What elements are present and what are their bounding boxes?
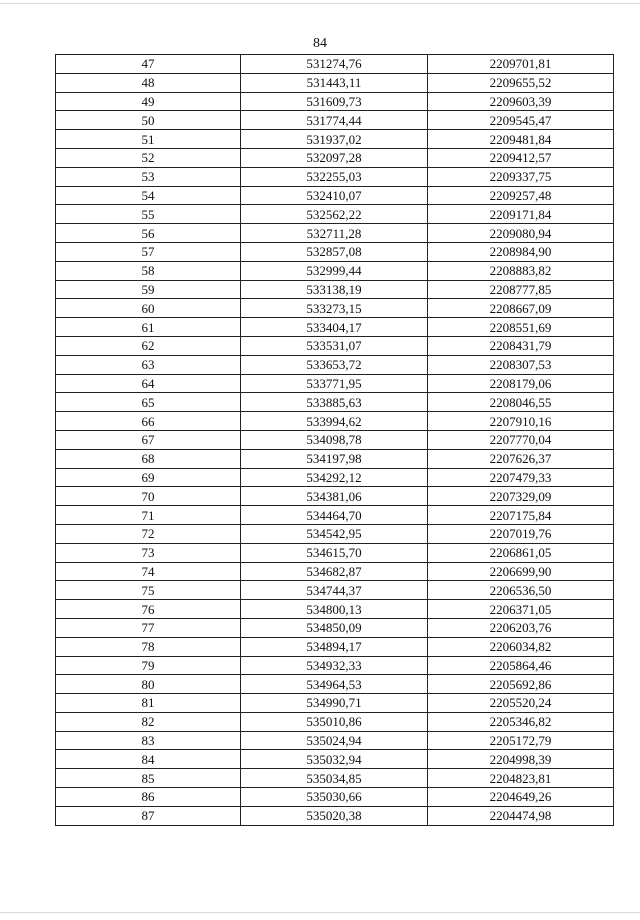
- table-row: [56, 148, 614, 167]
- y-coordinate-cell: 2206536,50: [428, 581, 614, 600]
- y-coordinate-cell: 2208551,69: [428, 318, 614, 337]
- table-row: [56, 167, 614, 186]
- x-coordinate-cell: 534381,06: [241, 487, 428, 506]
- y-coordinate-cell: 2204998,39: [428, 750, 614, 769]
- x-coordinate-cell: 533531,07: [241, 336, 428, 355]
- y-coordinate-cell: 2205864,46: [428, 656, 614, 675]
- x-coordinate-cell: 535024,94: [241, 731, 428, 750]
- table-row: [56, 468, 614, 487]
- point-number-cell: 79: [56, 656, 241, 675]
- point-number-cell: 82: [56, 712, 241, 731]
- y-coordinate-cell: 2209080,94: [428, 224, 614, 243]
- table-row: [56, 73, 614, 92]
- point-number-cell: 77: [56, 618, 241, 637]
- y-coordinate-cell: 2207175,84: [428, 506, 614, 525]
- table-row: [56, 731, 614, 750]
- x-coordinate-cell: 535034,85: [241, 769, 428, 788]
- y-coordinate-cell: 2207910,16: [428, 412, 614, 431]
- x-coordinate-cell: 532255,03: [241, 167, 428, 186]
- y-coordinate-cell: 2209603,39: [428, 92, 614, 111]
- point-number-cell: 81: [56, 694, 241, 713]
- point-number-cell: 74: [56, 562, 241, 581]
- x-coordinate-cell: 533885,63: [241, 393, 428, 412]
- table-row: [56, 355, 614, 374]
- x-coordinate-cell: 532999,44: [241, 261, 428, 280]
- x-coordinate-cell: 532410,07: [241, 186, 428, 205]
- y-coordinate-cell: 2206203,76: [428, 618, 614, 637]
- point-number-cell: 67: [56, 430, 241, 449]
- point-number-cell: 66: [56, 412, 241, 431]
- x-coordinate-cell: 535010,86: [241, 712, 428, 731]
- table-row: [56, 675, 614, 694]
- y-coordinate-cell: 2209412,57: [428, 148, 614, 167]
- table-row: [56, 694, 614, 713]
- point-number-cell: 86: [56, 788, 241, 807]
- point-number-cell: 71: [56, 506, 241, 525]
- y-coordinate-cell: 2209545,47: [428, 111, 614, 130]
- x-coordinate-cell: 534615,70: [241, 543, 428, 562]
- y-coordinate-cell: 2206861,05: [428, 543, 614, 562]
- point-number-cell: 62: [56, 336, 241, 355]
- x-coordinate-cell: 532562,22: [241, 205, 428, 224]
- x-coordinate-cell: 533138,19: [241, 280, 428, 299]
- x-coordinate-cell: 534800,13: [241, 600, 428, 619]
- point-number-cell: 60: [56, 299, 241, 318]
- x-coordinate-cell: 533653,72: [241, 355, 428, 374]
- point-number-cell: 48: [56, 73, 241, 92]
- point-number-cell: 72: [56, 524, 241, 543]
- x-coordinate-cell: 534197,98: [241, 449, 428, 468]
- table-row: [56, 92, 614, 111]
- y-coordinate-cell: 2208307,53: [428, 355, 614, 374]
- x-coordinate-cell: 534744,37: [241, 581, 428, 600]
- x-coordinate-cell: 533404,17: [241, 318, 428, 337]
- point-number-cell: 57: [56, 242, 241, 261]
- point-number-cell: 73: [56, 543, 241, 562]
- x-coordinate-cell: 533273,15: [241, 299, 428, 318]
- table-row: [56, 186, 614, 205]
- table-row: [56, 430, 614, 449]
- table-row: [56, 393, 614, 412]
- y-coordinate-cell: 2205172,79: [428, 731, 614, 750]
- x-coordinate-cell: 532097,28: [241, 148, 428, 167]
- table-row: [56, 111, 614, 130]
- y-coordinate-cell: 2208984,90: [428, 242, 614, 261]
- x-coordinate-cell: 531443,11: [241, 73, 428, 92]
- y-coordinate-cell: 2205692,86: [428, 675, 614, 694]
- x-coordinate-cell: 533771,95: [241, 374, 428, 393]
- x-coordinate-cell: 532711,28: [241, 224, 428, 243]
- coordinates-table-body: [56, 55, 614, 826]
- point-number-cell: 59: [56, 280, 241, 299]
- point-number-cell: 75: [56, 581, 241, 600]
- y-coordinate-cell: 2209481,84: [428, 130, 614, 149]
- point-number-cell: 58: [56, 261, 241, 280]
- point-number-cell: 50: [56, 111, 241, 130]
- y-coordinate-cell: 2209257,48: [428, 186, 614, 205]
- table-row: [56, 299, 614, 318]
- y-coordinate-cell: 2206699,90: [428, 562, 614, 581]
- x-coordinate-cell: 531609,73: [241, 92, 428, 111]
- x-coordinate-cell: 535030,66: [241, 788, 428, 807]
- y-coordinate-cell: 2206371,05: [428, 600, 614, 619]
- x-coordinate-cell: 534542,95: [241, 524, 428, 543]
- point-number-cell: 56: [56, 224, 241, 243]
- table-row: [56, 600, 614, 619]
- table-row: [56, 336, 614, 355]
- point-number-cell: 85: [56, 769, 241, 788]
- bottom-scan-edge: [0, 912, 640, 913]
- x-coordinate-cell: 532857,08: [241, 242, 428, 261]
- x-coordinate-cell: 534098,78: [241, 430, 428, 449]
- coordinates-table: [55, 54, 614, 826]
- point-number-cell: 78: [56, 637, 241, 656]
- y-coordinate-cell: 2205520,24: [428, 694, 614, 713]
- y-coordinate-cell: 2209171,84: [428, 205, 614, 224]
- y-coordinate-cell: 2209701,81: [428, 55, 614, 74]
- table-row: [56, 506, 614, 525]
- x-coordinate-cell: 534894,17: [241, 637, 428, 656]
- point-number-cell: 54: [56, 186, 241, 205]
- point-number-cell: 70: [56, 487, 241, 506]
- x-coordinate-cell: 534990,71: [241, 694, 428, 713]
- table-row: [56, 412, 614, 431]
- table-row: [56, 261, 614, 280]
- table-row: [56, 524, 614, 543]
- table-row: [56, 224, 614, 243]
- point-number-cell: 83: [56, 731, 241, 750]
- y-coordinate-cell: 2204649,26: [428, 788, 614, 807]
- x-coordinate-cell: 534464,70: [241, 506, 428, 525]
- y-coordinate-cell: 2207479,33: [428, 468, 614, 487]
- point-number-cell: 87: [56, 806, 241, 825]
- y-coordinate-cell: 2207329,09: [428, 487, 614, 506]
- table-row: [56, 656, 614, 675]
- y-coordinate-cell: 2209337,75: [428, 167, 614, 186]
- table-row: [56, 712, 614, 731]
- table-row: [56, 618, 614, 637]
- table-row: [56, 543, 614, 562]
- x-coordinate-cell: 534682,87: [241, 562, 428, 581]
- point-number-cell: 53: [56, 167, 241, 186]
- table-row: [56, 562, 614, 581]
- table-row: [56, 769, 614, 788]
- point-number-cell: 65: [56, 393, 241, 412]
- top-scan-edge: [0, 3, 640, 4]
- x-coordinate-cell: 531774,44: [241, 111, 428, 130]
- table-row: [56, 449, 614, 468]
- point-number-cell: 52: [56, 148, 241, 167]
- y-coordinate-cell: 2208667,09: [428, 299, 614, 318]
- point-number-cell: 47: [56, 55, 241, 74]
- y-coordinate-cell: 2206034,82: [428, 637, 614, 656]
- table-row: [56, 788, 614, 807]
- table-row: [56, 374, 614, 393]
- table-row: [56, 487, 614, 506]
- x-coordinate-cell: 534292,12: [241, 468, 428, 487]
- point-number-cell: 55: [56, 205, 241, 224]
- x-coordinate-cell: 533994,62: [241, 412, 428, 431]
- point-number-cell: 84: [56, 750, 241, 769]
- table-row: [56, 806, 614, 825]
- point-number-cell: 80: [56, 675, 241, 694]
- point-number-cell: 63: [56, 355, 241, 374]
- point-number-cell: 51: [56, 130, 241, 149]
- y-coordinate-cell: 2208046,55: [428, 393, 614, 412]
- table-row: [56, 637, 614, 656]
- table-row: [56, 318, 614, 337]
- x-coordinate-cell: 534932,33: [241, 656, 428, 675]
- y-coordinate-cell: 2208883,82: [428, 261, 614, 280]
- y-coordinate-cell: 2208431,79: [428, 336, 614, 355]
- y-coordinate-cell: 2204823,81: [428, 769, 614, 788]
- x-coordinate-cell: 534964,53: [241, 675, 428, 694]
- x-coordinate-cell: 531937,02: [241, 130, 428, 149]
- point-number-cell: 49: [56, 92, 241, 111]
- table-row: [56, 130, 614, 149]
- point-number-cell: 64: [56, 374, 241, 393]
- y-coordinate-cell: 2207770,04: [428, 430, 614, 449]
- x-coordinate-cell: 531274,76: [241, 55, 428, 74]
- point-number-cell: 76: [56, 600, 241, 619]
- y-coordinate-cell: 2207019,76: [428, 524, 614, 543]
- table-row: [56, 242, 614, 261]
- point-number-cell: 69: [56, 468, 241, 487]
- y-coordinate-cell: 2209655,52: [428, 73, 614, 92]
- table-row: [56, 750, 614, 769]
- table-row: [56, 55, 614, 74]
- y-coordinate-cell: 2207626,37: [428, 449, 614, 468]
- y-coordinate-cell: 2205346,82: [428, 712, 614, 731]
- point-number-cell: 68: [56, 449, 241, 468]
- y-coordinate-cell: 2208777,85: [428, 280, 614, 299]
- table-row: [56, 205, 614, 224]
- page-number: 84: [313, 36, 327, 51]
- table-row: [56, 280, 614, 299]
- x-coordinate-cell: 535032,94: [241, 750, 428, 769]
- y-coordinate-cell: 2208179,06: [428, 374, 614, 393]
- y-coordinate-cell: 2204474,98: [428, 806, 614, 825]
- x-coordinate-cell: 535020,38: [241, 806, 428, 825]
- table-row: [56, 581, 614, 600]
- x-coordinate-cell: 534850,09: [241, 618, 428, 637]
- point-number-cell: 61: [56, 318, 241, 337]
